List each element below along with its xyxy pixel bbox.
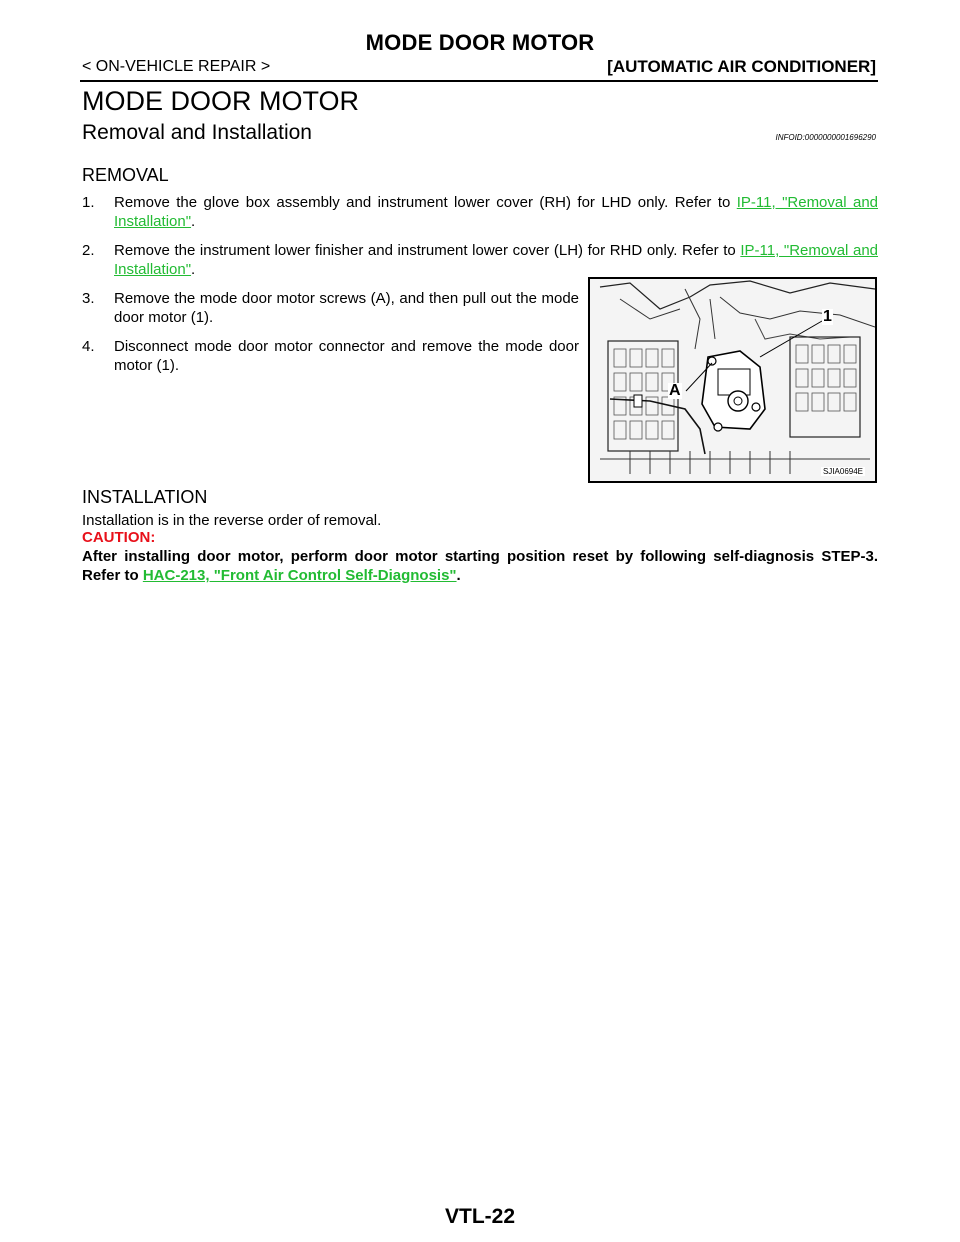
caution-end: . [456,567,461,584]
step-number: 3. [82,290,95,307]
category-label: [AUTOMATIC AIR CONDITIONER] [607,57,876,76]
step-body: Remove the glove box assembly and instrument lower cover (RH) for LHD only. Refer to [114,194,737,211]
step-text: Disconnect mode door motor connector and remove the mode door motor (1). [114,338,579,374]
info-id: INFOID:0000000001696290 [775,133,876,142]
link-hac-213[interactable]: HAC-213, "Front Air Control Self-Diagnosis" [142,567,457,584]
step-number: 4. [82,338,95,355]
figure-label-1: 1 [823,308,832,325]
link-ip-11[interactable]: IP-11, "Removal and Installation" [114,242,879,278]
figure-label-a: A [669,382,681,399]
installation-text: Installation is in the reverse order of removal. [82,512,382,529]
step-body: Remove the instrument lower finisher and instrument lower cover (LH) for RHD only. Refer to [114,242,741,259]
step-number: 2. [82,242,95,259]
caution-text [82,547,878,585]
page-header-title: MODE DOOR MOTOR [365,30,595,55]
figure-caption: SJIA0694E [822,467,863,476]
mode-door-motor-figure [588,277,877,483]
installation-heading: INSTALLATION [82,487,208,507]
link-ip-11[interactable]: IP-11, "Removal and Installation" [114,194,879,230]
section-breadcrumb: < ON-VEHICLE REPAIR > [82,58,271,75]
caution-label: CAUTION: [82,529,156,546]
step-text [114,193,878,231]
step-number: 1. [82,194,95,211]
page-number: VTL-22 [444,1205,515,1228]
removal-heading: REMOVAL [82,165,169,185]
step-2 [82,241,878,279]
caution-body: After installing door motor, perform door motor starting position reset by following self-diagnosis STEP-3. Refer to [82,548,878,584]
step-text [114,241,878,279]
page-title: MODE DOOR MOTOR [82,86,360,116]
step-text: Remove the mode door motor screws (A), and then pull out the mode door motor (1). [114,290,579,326]
step-end: . [191,261,196,278]
section-title: Removal and Installation [82,121,312,144]
step-end: . [191,213,196,230]
step-1 [82,193,878,231]
header-divider [80,80,878,82]
